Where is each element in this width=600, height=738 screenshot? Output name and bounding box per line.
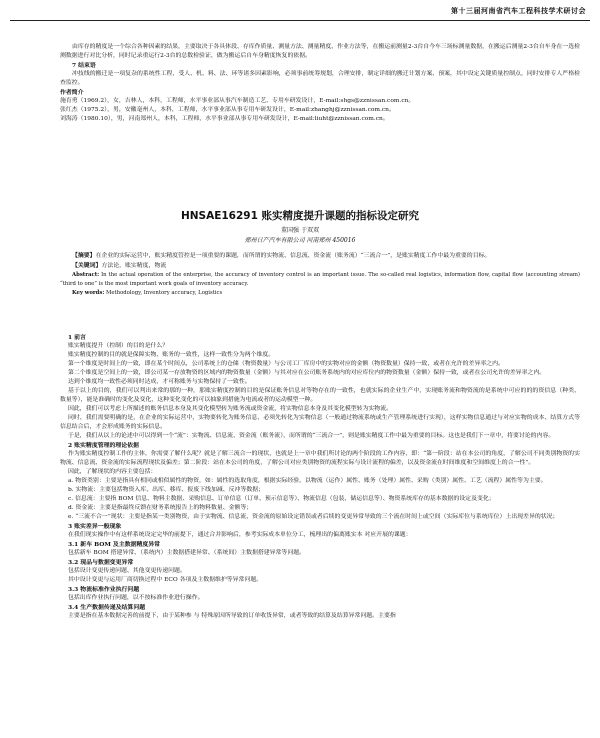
section-heading: 3.1 新车 BOM 及主数据精度异常: [68, 541, 161, 548]
section-heading: 7 结束语: [72, 62, 96, 69]
conclusion-paragraph: 冲技线的搬迁是一项复杂的系统性工程，受人、机、料、法、环等诸多因素影响，必须事前统筹规划，合理安排，制定详细的搬迁计划方案、预案，其中设定关键质量控制点，同时安排专人严格检查监控。: [60, 71, 580, 86]
keywords-cn: [60, 261, 580, 271]
body-paragraph: 基于以上的目的，我们可以判出来常的那的一种，那账实精度控制的目的是保证账务信息对等物存在的一致性，也就实际的企业生产中，实现账务流和物资流的是系统中可应的的的资信息（种类、数量等），能是准确时的变化及变化，这种变化变化的可以抽象到措施为电流或者的运动模型一种。: [60, 388, 580, 403]
body-paragraph: b. 实物流：主要包括物资入库、出库、移库、报废下线加减、反冲等数据；: [68, 487, 265, 493]
abstract-cn-text: 在企业的实际运营中，账实精度管控是一项重要的课题，而所谓的实物流、信息流、资金流（账务流）“三流合一”，是账实精度工作中最为重要的目标。: [95, 253, 491, 259]
body-paragraph: e. “三流不合一”现状：主要是指某一类别物资，由于实物流、信息流、资金流的原始设定错误或者后续的变更异常导致的三个流在时间上或空间（实际库位与系统库位）上出现差异的状况；: [68, 514, 559, 520]
author-bio: 施育勇（1969.2），女，吉林人，本科，工程师，水平事业部从事汽车制造工艺、专用车研发设计，E-mail:shgs@zznissan.com.cn。: [60, 98, 415, 104]
body-paragraph: 因此，我们可以考虑上所描述的账务信息本身及其变化模型转为账务流或资金流，将实物信息本身及其变化模型转为实物流。: [68, 406, 392, 412]
body-paragraph: 账实精度控制的目的就是保障实物、账务的一致性，这样一致性分为两个维度。: [68, 352, 275, 358]
body-paragraph: 包括出库作业执行问题，以不按标准作业进行操作。: [68, 595, 204, 601]
body-paragraph: a. 物资类别：主要是指具有相同或相似属性的物资，如：属性的选取角度，根据实际经验，以物流（运作）属性、账务（处理）属性、采购（类别）属性、工艺（流程）属性等为主要。: [68, 478, 547, 484]
body-paragraph: 其中设计变更与运用厂商切换过程中 ECO 各项及主数据维护等异常问题。: [68, 577, 263, 583]
body-paragraph: 主要是指在基本数据完善的前提下，由于某种参 与 特殊原因所导致的订单收货异常，或者等致的结算及结算异常问题。主要指: [68, 613, 396, 619]
article-title: HNSAE16291 账实精度提升课题的指标设定研究: [180, 210, 420, 222]
keywords-en-label: Key words:: [72, 290, 105, 296]
author-bio: 张红杰（1975.2），男，安徽亳州人，本科，工程师，水平事业部从事专用车研发设计，E-mail:zhanghj@zznissan.com.cn。: [60, 107, 395, 113]
abstract-en-text: In the actual operation of the enterprise, the accuracy of inventory control is an important issue. The so-called real logistics, information flow, capital flow (accounting stream) “third to one” is the most important work goals of inventory accuracy.: [60, 272, 580, 287]
section-heading: 3.4 生产数据传递及结算问题: [68, 604, 146, 611]
header-rule: [10, 20, 590, 21]
abstract-block: [60, 251, 580, 298]
keywords-en: [60, 289, 580, 298]
body-paragraph: 第一个维度是时间上的一致，即在某个时间点，公司系统上的仓储（物资数量）与公司工厂库房中的实物对应的金额（物资数量）保持一致，或者在允许的差异率之内。: [68, 361, 504, 367]
body-paragraph: 于是，我们从以上的论述中可以得到一个“流”：实物流、信息流、资金流（账务流），而所谓的“三流合一”，则是账实精度工作中最为重要的目标。这也是我们下一章中，将要讨论的内容。: [68, 433, 555, 439]
section-heading: 2 账实精度管理的理论依据: [68, 442, 139, 449]
body-paragraph: d. 资金流：主要是指最终反馈在财务系统报告上的物料数量、金额等；: [68, 505, 253, 511]
body-paragraph: 包括新车 BOM 搭建异常、（系统内）主数据搭建异常、（系统间）主数据搭建异常等问题。: [68, 550, 305, 556]
section-heading: 3.2 现品与数据变更异常: [68, 559, 134, 566]
authors-heading: 作者简介: [60, 89, 84, 96]
keywords-cn-text: 方法论，账实精度，物流: [101, 263, 167, 269]
body-paragraph: 在我们现实操作中有这样系统设定完毕的前提下，通过合并影响后，参考实际成本单位分工，梳理出的偏离账实本 对应开展的课题：: [68, 532, 412, 538]
body-paragraph: 达到个维度均一致性必须同时达成，才可称账务与实物保持了一致性。: [68, 379, 251, 385]
article-affiliation: 郑州日产汽车有限公司 河南郑州 450016: [244, 237, 356, 244]
body-paragraph: 因此，了解现状的内容主要包括：: [68, 469, 157, 475]
keywords-cn-label: 【关键词】: [72, 262, 102, 269]
section-heading: 1 前言: [68, 334, 86, 341]
body-paragraph: 作为账实精度控制工作的主体，你需要了解什么呢？就是了解三流合一的现状，也就是上一章中我们所讨论的两个阶段的工作内容，即：“第一阶段：站在本公司的角度，了解公司不同类别物资的实物流、信息流、资金流的实际流程现状及偏差；第二阶段：站在本公司的角度，了解公司对应类别物资的流程实际与设计流程的偏差，以及资金流在时间维度和空间维度上的合一性”。: [60, 451, 580, 466]
abstract-cn-label: 【摘要】: [72, 252, 96, 259]
section-heading: 3.3 物流标准作业执行问题: [68, 586, 140, 593]
body-paragraph: 同时，我们需要明确的是，在企业的实际运营中，实物要转化为账务信息，必须先转化为实物信息（一般通过物流系统或生产管理系统进行实现），这样实物信息通过与对应实物的成本、结算方式等信息结合后，才会形成账务的实际信息。: [60, 415, 580, 430]
section-heading: 3 账实差异一般现象: [68, 523, 122, 530]
abstract-en-label: Abstract:: [72, 272, 100, 278]
article-authors: 董国强 于双双: [281, 227, 319, 234]
previous-article-tail: [60, 43, 580, 124]
running-header: 第十三届河南省汽车工程科技学术研讨会: [451, 6, 586, 15]
body-paragraph: c. 信息流：主要指 BOM 信息、物料主数据、采购信息、订单信息（订单、预示信息等）、物流信息（包装、储运信息等）、物资系统库存的基本数据的设定及变化；: [68, 496, 495, 502]
body-paragraph: 账实精度提升（控制）的目的是什么？: [68, 343, 169, 349]
body-paragraph: 包括设计变更传递问题、其他变更传递问题。: [68, 568, 186, 574]
article-body: [60, 333, 580, 621]
abstract-en: [60, 271, 580, 289]
abstract-cn: [60, 251, 580, 261]
previous-paragraph: 由库存的精度是一个综合各种因素的结果，主要取决于各具体段、存库作质量、测量方法、测量精度、作业方法等，在搬运前测量2-3台自今车三场标测量数据，在搬运后测量2-3台自车身在一选检测数据进行对比分析，同时记录重运行2-3台的总数检验证，做为搬运后自车身精度恢复的依据。: [60, 44, 580, 59]
body-paragraph: 第二个维度是空间上的一致，即公司某一存放物资的区域内的物资数量（金额）与其对应在公司账务系统内的对应库位内的物资数量（金额）保持一致，或者在公司允许的差异率之内。: [68, 370, 546, 376]
author-bio: 刘海涛（1980.10），男，河南郑州人，本科，工程师，水平事业部从事专用车研发设计，E-mail:liuht@zznissan.com.cn。: [60, 116, 389, 122]
keywords-en-text: Methodology, Inventory accuracy, Logistics: [106, 290, 223, 296]
